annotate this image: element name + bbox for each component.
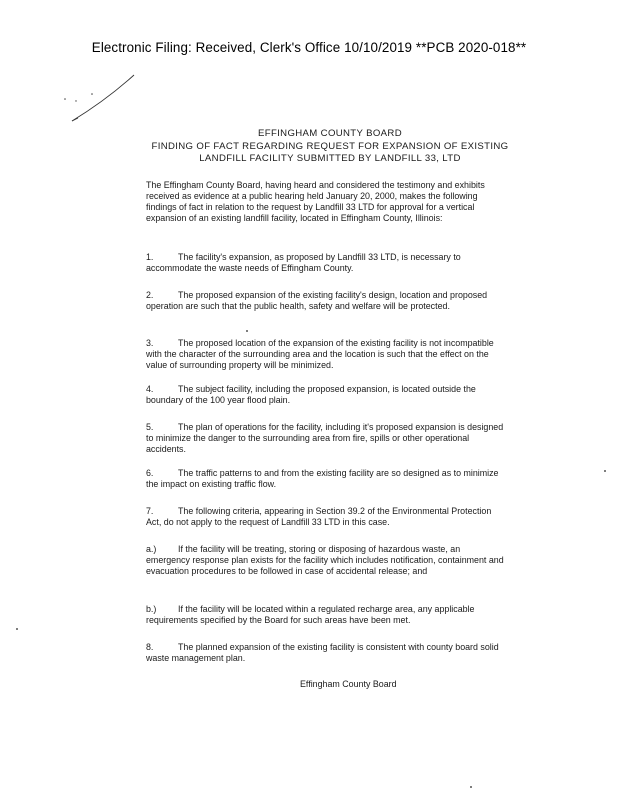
finding-7b-number: b.) <box>146 604 157 614</box>
scan-speck <box>604 470 606 472</box>
finding-4-text: The subject facility, including the proposed expansion, is located outside the boundary of the 100 year flood plain. <box>146 384 476 405</box>
finding-4 <box>146 384 506 406</box>
finding-2-number: 2. <box>146 290 154 300</box>
finding-7-number: 7. <box>146 506 154 516</box>
finding-1 <box>146 252 506 274</box>
heading-line-1: EFFINGHAM COUNTY BOARD <box>258 128 402 139</box>
heading-line-2: FINDING OF FACT REGARDING REQUEST FOR EXPANSION OF EXISTING <box>151 141 509 152</box>
finding-7a-number: a.) <box>146 544 157 554</box>
electronic-filing-stamp: Electronic Filing: Received, Clerk's Office 10/10/2019 **PCB 2020-018** <box>91 40 527 55</box>
finding-2-text: The proposed expansion of the existing facility's design, location and proposed operation are such that the public health, safety and welfare will be protected. <box>146 290 488 311</box>
finding-3-number: 3. <box>146 338 154 348</box>
signature-line: Effingham County Board <box>300 679 397 689</box>
heading-line-3: LANDFILL FACILITY SUBMITTED BY LANDFILL 33, LTD <box>199 153 461 164</box>
finding-6 <box>146 468 506 490</box>
finding-7-text: The following criteria, appearing in Section 39.2 of the Environmental Protection Act, do not apply to the request of Landfill 33 LTD in this case. <box>146 506 492 527</box>
scan-speck <box>246 330 248 332</box>
scan-speck <box>470 786 472 788</box>
finding-8 <box>146 642 506 664</box>
finding-5 <box>146 422 506 455</box>
finding-5-text: The plan of operations for the facility, including it's proposed expansion is designed to minimize the danger to the surrounding area from fire, spills or other operational accidents. <box>146 422 504 454</box>
finding-4-number: 4. <box>146 384 154 394</box>
finding-6-number: 6. <box>146 468 154 478</box>
finding-3-text: The proposed location of the expansion of the existing facility is not incompatible with the character of the surrounding area and the location is such that the effect on the value of surrounding property will be minimized. <box>146 338 494 370</box>
finding-8-text: The planned expansion of the existing facility is consistent with county board solid waste management plan. <box>146 642 499 663</box>
finding-5-number: 5. <box>146 422 154 432</box>
finding-6-text: The traffic patterns to and from the existing facility are so designed as to minimize the impact on existing traffic flow. <box>146 468 499 489</box>
finding-7 <box>146 506 506 528</box>
finding-7b-text: If the facility will be located within a regulated recharge area, any applicable requirements specified by the Board for such areas have been met. <box>146 604 475 625</box>
finding-1-number: 1. <box>146 252 154 262</box>
scan-speck <box>16 628 18 630</box>
finding-7b <box>146 604 506 626</box>
finding-3 <box>146 338 506 371</box>
finding-8-number: 8. <box>146 642 154 652</box>
finding-7a-text: If the facility will be treating, storing or disposing of hazardous waste, an emergency response plan exists for the facility which includes notification, containment and evacuation procedures to be followed in case of accidental release; and <box>146 544 504 576</box>
finding-1-text: The facility's expansion, as proposed by Landfill 33 LTD, is necessary to accommodate the waste needs of Effingham County. <box>146 252 461 273</box>
pen-scribble-mark <box>58 72 148 124</box>
finding-7a <box>146 544 506 577</box>
finding-2 <box>146 290 506 312</box>
intro-paragraph: The Effingham County Board, having heard and considered the testimony and exhibits received as evidence at a public hearing held January 20, 2000, makes the following findings of fact in relation to the request by Landfill 33 LTD for approval for a vertical expansion of an existing landfill facility, located in Effingham County, Illinois: <box>146 180 485 223</box>
